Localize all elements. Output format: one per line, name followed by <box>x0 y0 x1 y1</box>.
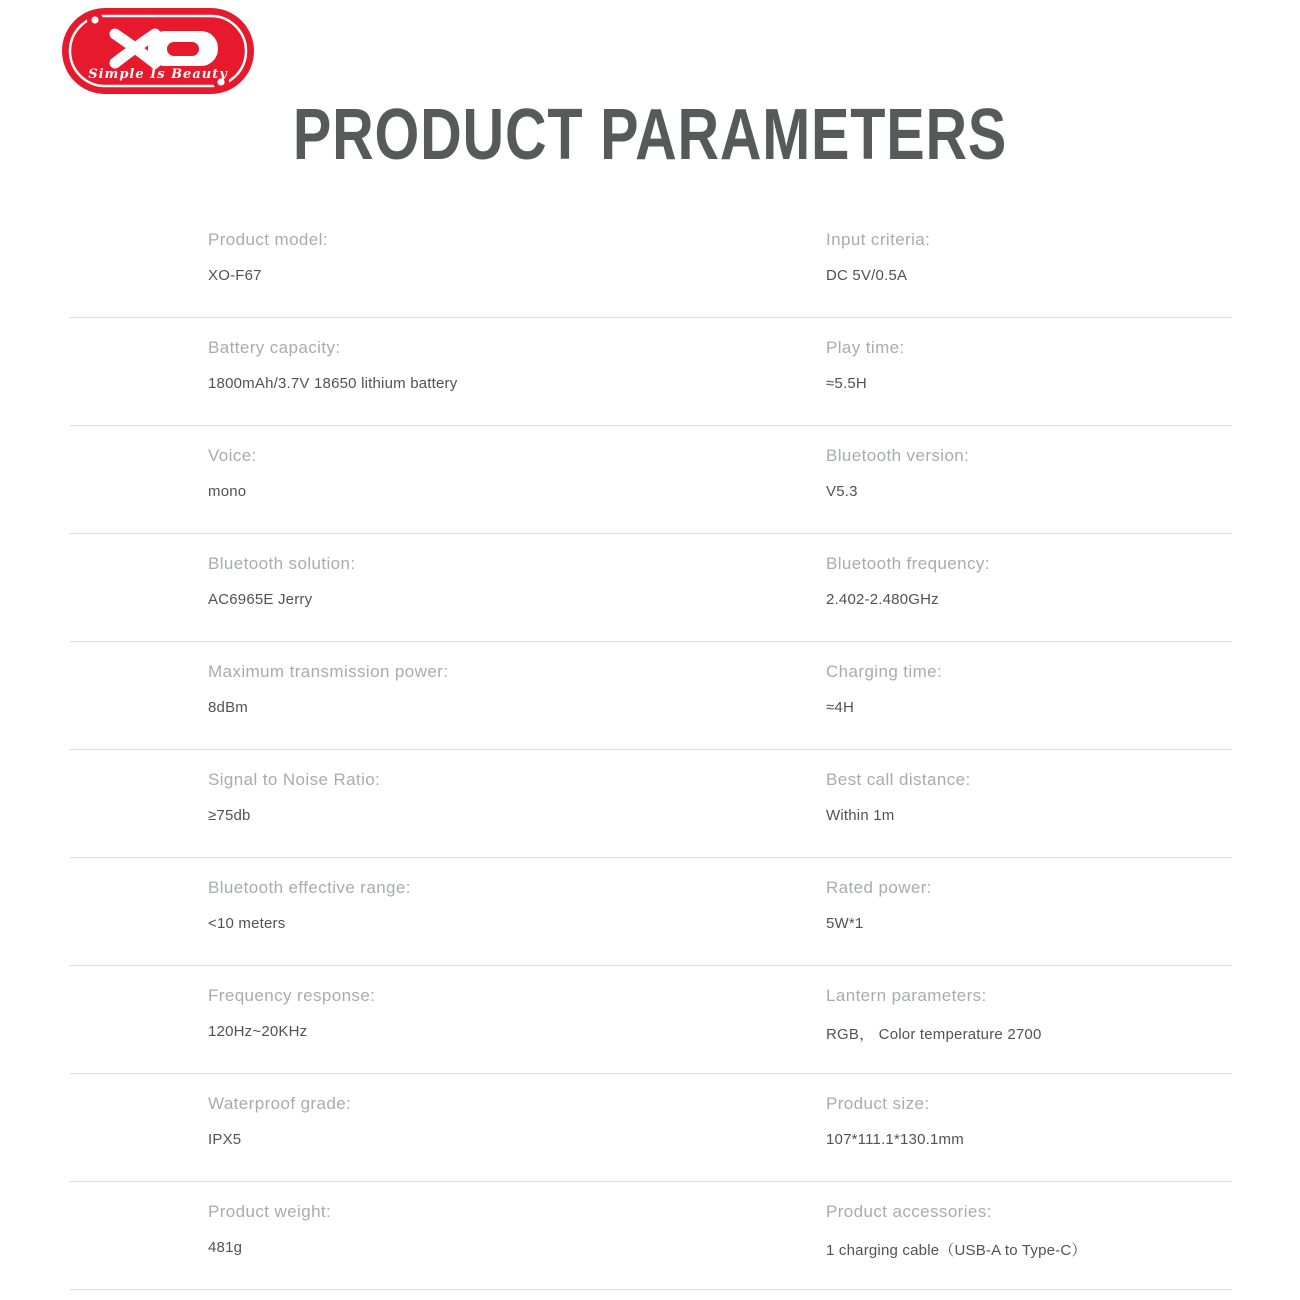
param-cell <box>651 872 1232 965</box>
param-value: AC6965E Jerry <box>208 591 313 608</box>
param-cell <box>70 548 651 641</box>
param-label: Rated power: <box>826 878 932 897</box>
param-label: Product model: <box>208 230 328 249</box>
param-label: Input criteria: <box>826 230 931 249</box>
param-row <box>70 1182 1232 1290</box>
param-cell <box>70 332 651 425</box>
param-row <box>70 318 1232 426</box>
param-value: 481g <box>208 1239 243 1256</box>
xo-logo-graphic <box>62 8 254 94</box>
param-value: DC 5V/0.5A <box>826 267 908 284</box>
param-value: 120Hz~20KHz <box>208 1023 308 1040</box>
param-cell <box>651 440 1232 533</box>
param-label: Frequency response: <box>208 986 376 1005</box>
param-label: Bluetooth frequency: <box>826 554 990 573</box>
param-value: ≈4H <box>826 699 855 716</box>
param-cell <box>70 656 651 749</box>
page-title: PRODUCT PARAMETERS <box>292 95 1008 175</box>
logo-tagline: Simple Is Beauty <box>88 67 228 82</box>
param-row <box>70 1074 1232 1182</box>
param-row <box>70 858 1232 966</box>
param-row <box>70 210 1232 318</box>
param-cell <box>651 656 1232 749</box>
param-value: XO-F67 <box>208 267 262 284</box>
xo-logo <box>62 8 254 94</box>
param-label: Signal to Noise Ratio: <box>208 770 381 789</box>
param-cell <box>651 980 1232 1073</box>
param-row <box>70 534 1232 642</box>
param-label: Bluetooth effective range: <box>208 878 411 897</box>
param-cell <box>651 1088 1232 1181</box>
param-label: Voice: <box>208 446 257 465</box>
param-label: Charging time: <box>826 662 943 681</box>
param-value: ≈5.5H <box>826 375 867 392</box>
param-row <box>70 966 1232 1074</box>
param-cell <box>651 332 1232 425</box>
param-cell <box>651 764 1232 857</box>
param-cell <box>70 440 651 533</box>
param-value: 8dBm <box>208 699 248 716</box>
param-label: Waterproof grade: <box>208 1094 352 1113</box>
param-row <box>70 750 1232 858</box>
param-value: 1 charging cable（USB-A to Type-C） <box>826 1242 1087 1259</box>
parameters-table <box>70 210 1232 1290</box>
param-cell <box>70 1088 651 1181</box>
param-label: Bluetooth version: <box>826 446 970 465</box>
param-value: V5.3 <box>826 483 858 500</box>
logo-dot-top-left <box>91 16 98 23</box>
param-label: Product accessories: <box>826 1202 992 1221</box>
param-cell <box>651 548 1232 641</box>
param-value: <10 meters <box>208 915 286 932</box>
param-label: Play time: <box>826 338 905 357</box>
param-value: IPX5 <box>208 1131 242 1148</box>
param-value: 107*111.1*130.1mm <box>826 1131 964 1148</box>
param-label: Battery capacity: <box>208 338 341 357</box>
param-cell <box>70 224 651 317</box>
param-row <box>70 426 1232 534</box>
param-row <box>70 642 1232 750</box>
param-value: mono <box>208 483 247 500</box>
param-value: 2.402-2.480GHz <box>826 591 939 608</box>
param-label: Product weight: <box>208 1202 332 1221</box>
param-label: Maximum transmission power: <box>208 662 449 681</box>
param-value: 5W*1 <box>826 915 864 932</box>
param-cell <box>651 1196 1232 1289</box>
param-cell <box>70 1196 651 1289</box>
param-label: Bluetooth solution: <box>208 554 356 573</box>
param-cell <box>70 872 651 965</box>
param-value: Within 1m <box>826 807 895 824</box>
param-label: Best call distance: <box>826 770 971 789</box>
param-cell <box>70 980 651 1073</box>
param-cell <box>70 764 651 857</box>
param-cell <box>651 224 1232 317</box>
param-value: RGB， Color temperature 2700 <box>826 1026 1042 1043</box>
param-value: ≥75db <box>208 807 251 824</box>
param-value: 1800mAh/3.7V 18650 lithium battery <box>208 375 458 392</box>
param-label: Lantern parameters: <box>826 986 987 1005</box>
param-label: Product size: <box>826 1094 930 1113</box>
